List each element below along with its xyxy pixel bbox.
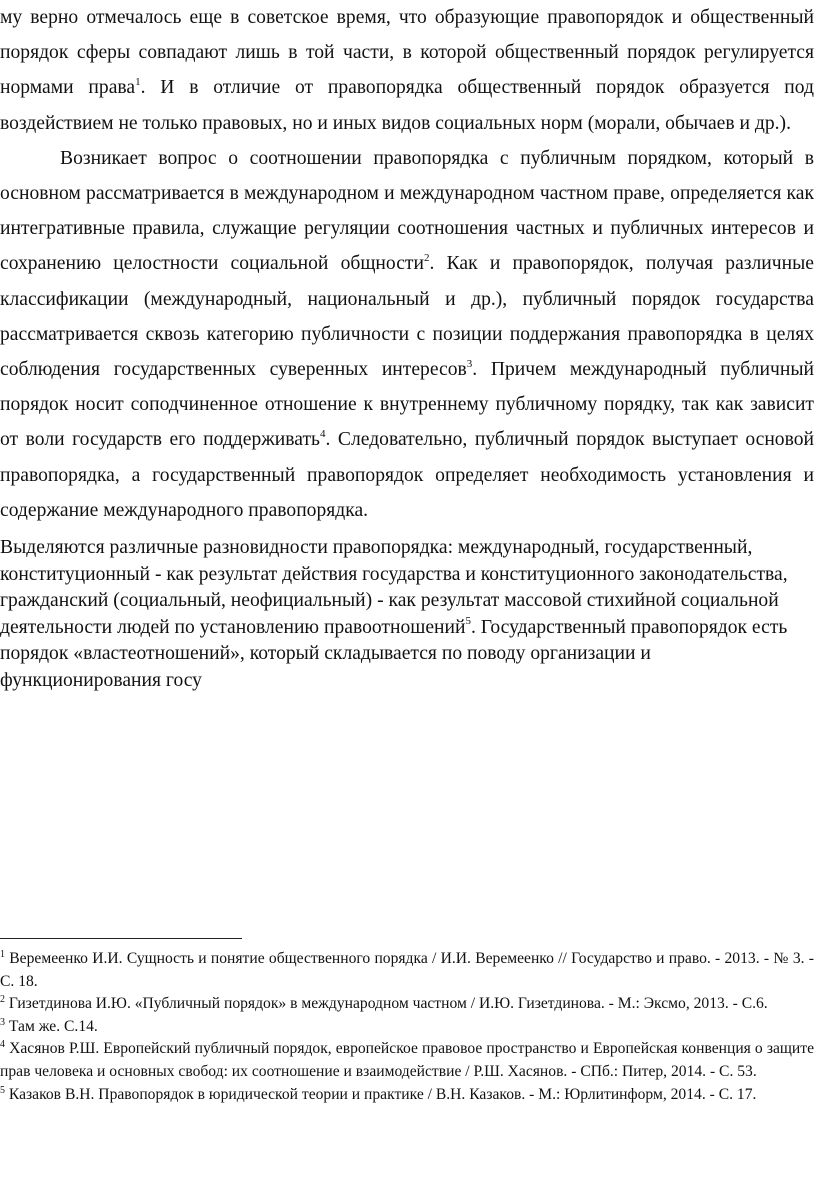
- footnote-number: 4: [0, 1039, 5, 1051]
- paragraph-1-tail: . И в отличие от правопорядка общественный порядок образуется под воздействием не только правовых, но и иных видов социальных норм (морали, обычаев и др.).: [0, 77, 814, 134]
- paragraph-2-part-d: . Следовательно, публичный порядок выступает основой правопорядка, а государственный правопорядок определяет необходимость установления и содержание международного правопорядка.: [0, 429, 815, 521]
- paragraph-3: [0, 535, 816, 695]
- footnote-4: [0, 1038, 814, 1083]
- footnote-separator: [0, 938, 242, 939]
- footnote-5: [0, 1084, 814, 1107]
- footnote-3: [0, 1016, 814, 1039]
- footnote-1: [0, 948, 814, 993]
- paragraph-2-part-a: Возникает вопрос о соотношении правопорядка с публичным порядком, который в основном рассматривается в международном и международном частном праве, определяется как интегративные правила, служащие регуляции соотношения частных и публичных интересов и сохранению целостности социальной общности: [0, 147, 814, 275]
- footnote-2: [0, 993, 814, 1016]
- footnote-text: Хасянов Р.Ш. Европейский публичный порядок, европейское правовое пространство и Европейская конвенция о защите прав человека и основных свобод: их соотношение и взаимодействие / Р.Ш. Хасянов. - СПб.: Питер, 2014. - С. 53.: [0, 1040, 814, 1080]
- footnote-text: Казаков В.Н. Правопорядок в юридической теории и практике / В.Н. Казаков. - М.: Юрлитинформ, 2014. - С. 17.: [8, 1085, 757, 1103]
- paragraph-1-text: му верно отмечалось еще в советское время, что образующие правопорядок и общественный порядок сферы совпадают лишь в той части, в которой общественный порядок регулируется нормами права: [0, 7, 814, 99]
- footnote-number: 3: [0, 1016, 5, 1028]
- footnote-text: Гизетдинова И.Ю. «Публичный порядок» в международном частном / И.Ю. Гизетдинова. - М.: Эксмо, 2013. - С.6.: [8, 995, 768, 1013]
- footnote-number: 5: [0, 1084, 5, 1096]
- paragraph-3-part-b: . Государственный правопорядок есть порядок «властеотношений», который складывается по поводу организации и функционирования госу: [0, 616, 788, 692]
- footnote-ref-4: 4: [319, 427, 326, 440]
- footnote-text: Веремеенко И.И. Сущность и понятие общественного порядка / И.И. Веремеенко // Государство и право. - 2013. - № 3. - С. 18.: [0, 950, 815, 990]
- paragraph-2: [0, 141, 816, 528]
- paragraph-2-part-c: . Причем международный публичный порядок носит соподчиненное отношение к внутреннему публичному порядку, так как зависит от воли государств его поддерживать: [0, 359, 814, 451]
- footnote-ref-3: 3: [466, 357, 473, 370]
- footnote-ref-5: 5: [465, 615, 471, 628]
- paragraph-1: [0, 0, 816, 141]
- footnote-number: 1: [0, 948, 5, 960]
- footnote-ref-2: 2: [423, 251, 430, 264]
- paragraph-2-part-b: . Как и правопорядок, получая различные классификации (международный, национальный и др.), публичный порядок государства рассматривается сквозь категорию публичности с позиции поддержания правопорядка в целях соблюдения государственных суверенных интересов: [0, 253, 814, 381]
- footnote-number: 2: [0, 994, 5, 1005]
- footnote-text: Там же. С.14.: [8, 1017, 98, 1035]
- paragraph-3-part-a: Выделяются различные разновидности правопорядка: международный, государственный, конституционный - как результат действия государства и конституционного законодательства, гражданский (социальный, неофициальный) - как результат массовой стихийной социальной деятельности людей по установлению правоотношений: [0, 537, 788, 638]
- footnote-ref-1: 1: [135, 75, 141, 88]
- footnotes: [0, 948, 814, 1106]
